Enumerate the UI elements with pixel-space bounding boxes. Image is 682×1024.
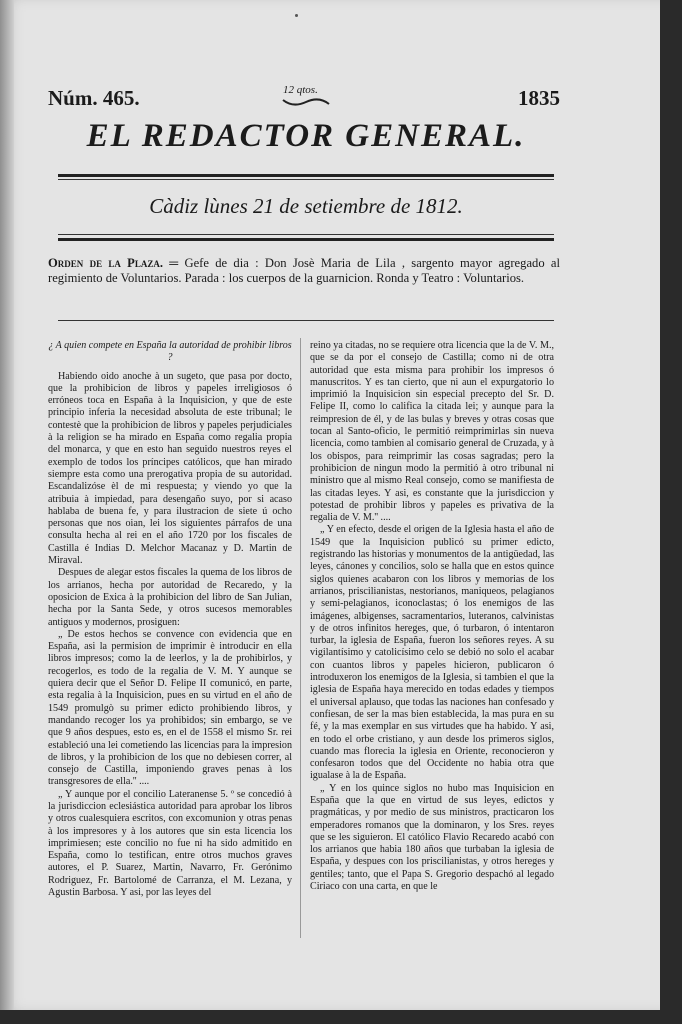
title-rule-top-thin <box>58 179 554 180</box>
article-paragraph: reino ya citadas, no se requiere otra licencia que la de V. M., que se da por el consejo de Castilla; como ni de otra autoridad que esta misma para prohibir los impresos ó manuscritos. Y es tan cierto, que ni aun el expurgatorio lo imprimió la Inquisicion sin especial precepto del Sr. D. Felipe II, como lo califica la citada lei; y aunque para la reimpresion de él, y de las bulas y breves y otras cosas que tocan al Santo-oficio, le permitió reimprimirlas sin nueva licencia, como tambien al comisario general de Cruzada, y à los obispos, para reimprimir las cosas sagradas; pero la prohibicion de ningun modo la permitió à otro tribunal ni ministro que al mismo Real consejo, como se manifiesta de las citadas leyes. Y asi, es constante que la jurisdiccion y potestad de prohibir libros y papeles es privativa de la regalia de V. M.'' .... <box>310 340 554 524</box>
column-divider <box>300 338 301 938</box>
article-column-left <box>48 340 292 940</box>
section-rule <box>58 320 554 321</box>
article-heading: ¿ A quien compete en España la autoridad de prohibir libros ? <box>48 340 292 364</box>
article-paragraph: Habiendo oido anoche à un sugeto, que pasa por docto, que la prohibicion de libros y papeles irreligiosos ó erróneos toca en España à la Inquisicion, y que de este principio inferia la necesidad absoluta de este tribunal; le contestè que la prohibicion de libros y papeles perjudiciales à la religion se ha mirado en España como regalia propia del monarca, y que en esto han seguido nuestros reyes el exemplo de todos los príncipes católicos, que han mirado siempre esta como una prerogativa propia de su autoridad. Escandalizóse èl de mi respuesta; y viendo yo que la atribuia à impiedad, para desengaño suyo, por si acaso hablaba de buena fe, y para ilustracion de siete ú ocho personas que nos oian, lei los siguientes párrafos de una consulta hecha al rei en el año 1720 por los fiscales de Castilla é Indias D. Melchor Macanaz y D. Martin de Miraval. <box>48 370 292 567</box>
newspaper-title: EL REDACTOR GENERAL. <box>86 118 526 154</box>
flourish-ornament <box>281 96 331 108</box>
dateline: Càdiz lùnes 21 de setiembre de 1812. <box>149 194 463 218</box>
article-paragraph: „ Y aunque por el concilio Lateranense 5. º se concedió à la jurisdiccion eclesiástica autoridad para aprobar los libros y otros cualesquiera escritos, con excomunion y otras penas à los impresores y à los autores que sin esta licencia los imprimiesen; este concilio no fue ni ha sido admitido en España, como lo testifican, entre otros muchos graves autores, el P. Suarez, Martin, Navarro, Fr. Gerónimo Rodriguez, Fr. Bartolomé de Carranza, el M. Lezana, y Agustin Barbosa. Y asi, por las leyes del <box>48 788 292 899</box>
page-mark <box>295 14 298 17</box>
article-paragraph: „ De estos hechos se convence con evidencia que en España, asi la permision de imprimir è introducir en ella libros impresos; como la de leerlos, y la de prohibirlos, y recogerlos, es todo de la regalia de V. M. Y aunque se quiera decir que el Señor D. Felipe II comunicó, en parte, esta regalia à la Inquisicion, pues en su virtud en el año de 1549 promulgò su primer edicto prohibiendo libros, y mandando recoger los ya prohibidos; sin embargo, se ve que 9 años despues, esto es, en el de 1558 el mismo Sr. rei estableció una lei cometiendo las licencias para la impresion de libros, y la prohibicion de los que no debiesen correr, al consejo de Castilla, imponiendo graves penas à los transgresores de ella.'' .... <box>48 628 292 788</box>
article-paragraph: „ Y en los quince siglos no hubo mas Inquisicion en España que la que en virtud de sus leyes, edictos y pragmáticas, y por medio de sus ministros, practicaron los emperadores romanos que la dominaron, y los Sres. reyes que se les siguieron. El católico Flavio Recaredo acabó con los arrianos que habia 180 años que turbaban la iglesia de España, y despues con los priscilianistas, y otros hereges y gentiles; tanto, que el Papa S. Gregorio despachó al legado Ciriaco con una carta, en que le <box>310 782 554 893</box>
issue-price: 12 qtos. <box>283 84 318 96</box>
article-paragraph: „ Y en efecto, desde el origen de la Iglesia hasta el año de 1549 que la Inquisicion publicó su primer edicto, registrando las historias y monumentos de la antigüedad, las leyes, cánones y concilios, solo se halla que en estos quince siglos quienes acabaron con los libros y memorias de los arrianos, priscilianistas, nestorianos, maniqueos, pelagianos y semi-pelagianos, iconoclastas; ó los enemigos de las imágenes, albigenses, sacramentarios, luteranos, calvinistas y de otros infinitos hereges, que, ó turbaron, ó intentaron turbar, la iglesia de España, fueron los señores reyes. A su vigilantísimo y catolicísimo celo se debió no solo el acabar con cuantos libros y papeles hicieron, publicaron ó introduxeron los enemigos de la Iglesia, si tambien el que la iglesia de España haya merecido en todas edades y tiempos el universal aplauso, que todas las naciones han confesado y confiesan, de ser la mas bien establecida, la mas pura en su fé, y la mas exemplar en sus virtudes que ha habido. Y asi, en todo el orbe cristiano, y aun desde los primeros siglos, cuando mas florecia la iglesia en Oriente, reconocieron y confesaron todos que del Occidente no habia otra que igualase à la de España. <box>310 524 554 782</box>
masthead-year: 1835 <box>518 86 560 110</box>
orden-label: Orden de la Plaza. <box>48 256 163 270</box>
title-rule-top <box>58 174 554 177</box>
dateline-rule-thick <box>58 238 554 241</box>
article-paragraph: Despues de alegar estos fiscales la quema de los libros de los arrianos, hecha por autoridad de Recaredo, y la oposicion de Exica à la prohibicion del libro de San Julian, hecha por la Santa Sede, y otros sucesos memorables antiguos y modernos, prosiguen: <box>48 567 292 628</box>
dateline-rule-thin <box>58 234 554 235</box>
orden-text: ═ Gefe de dia : Don Josè Maria de Lila , sargento mayor agregado al regimiento de Voluntarios. Parada : los cuerpos de la guarnicion. Ronda y Teatro : Voluntarios. <box>48 256 560 285</box>
orden-de-la-plaza <box>48 256 560 286</box>
issue-number: Núm. 465. <box>48 86 140 110</box>
article-column-right <box>310 340 554 940</box>
